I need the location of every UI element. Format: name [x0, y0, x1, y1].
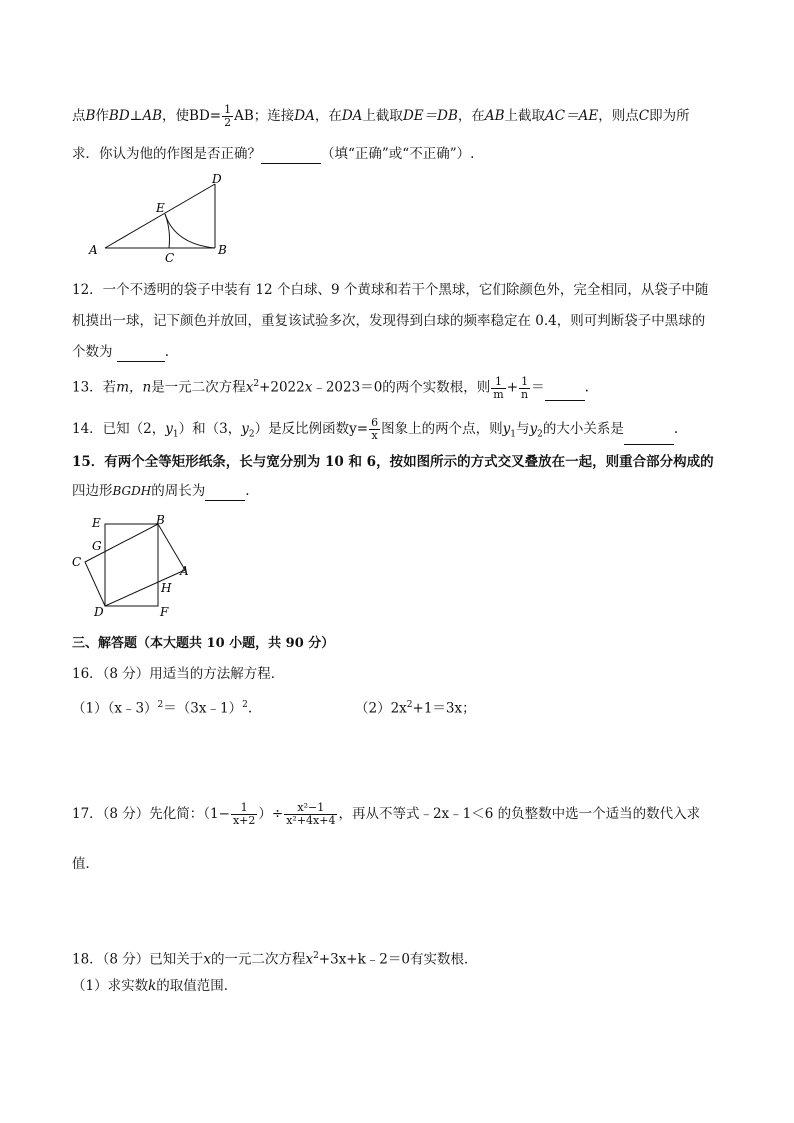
arc-EB	[165, 214, 215, 248]
label-E: E	[92, 516, 101, 530]
fraction-rational-expression: $\frac{\text{x²−1}}{\text{x²+4x+4}}$	[286, 801, 336, 827]
q11-line2: 求．你认为他的作图是否正确？ （填“正确”或“不正确”）.	[72, 146, 475, 162]
q15-line2: 四边形BGDH的周长为 .	[72, 483, 250, 499]
label-D: D	[212, 174, 222, 186]
label-G: G	[92, 539, 102, 553]
label-D: D	[94, 605, 104, 619]
q16-part1: （1）（x﹣3）$^2$＝（3x﹣1）$^2$.	[72, 700, 253, 717]
half-fraction: $\frac{1}{2}$	[224, 103, 232, 129]
q17-line2: 值．	[72, 856, 99, 872]
label-B: B	[156, 513, 165, 527]
q15-figure	[70, 510, 200, 622]
segment-AD	[105, 184, 215, 248]
answer-blank[interactable]	[117, 347, 165, 362]
label-F: F	[160, 605, 169, 619]
label-A: A	[180, 564, 189, 578]
q11-figure	[85, 174, 245, 266]
q16-title: 16．（8 分）用适当的方法解方程．	[72, 666, 285, 682]
label-C: C	[165, 251, 175, 265]
q11-line1: 点B作BD⊥AB，使BD= $\frac{1}{2}$ AB；连接DA，在DA上截取DE＝DB，在AB上截取AC＝AE，则点C即为所	[72, 103, 690, 129]
answer-blank[interactable]	[624, 430, 674, 445]
q12-line3: 个数为 .	[72, 344, 170, 360]
q15-line1: 15．有两个全等矩形纸条，长与宽分别为 10 和 6，按如图所示的方式交叉叠放在一起，则重合部分构成的	[72, 454, 714, 470]
answer-blank[interactable]	[205, 486, 245, 501]
label-C: C	[72, 555, 82, 569]
fraction-1-over-m: $\frac{1}{m}$	[493, 374, 504, 401]
q12-line1: 12．一个不透明的袋子中装有 12 个白球、9 个黄球和若干个黑球，它们除颜色外，完全相同，从袋子中随	[72, 282, 709, 298]
fraction-6-over-x: $\frac{6}{x}$	[371, 416, 379, 442]
fraction-1-over-x-plus-2: $\frac{1}{x+2}$	[232, 801, 256, 827]
q14-line: 14．已知（2，$y_1$）和（3，$y_2$）是反比例函数y= $\frac{6}{x}$ 图象上的两个点，则$y_1$与$y_2$的大小关系是 .	[72, 417, 678, 445]
label-H: H	[161, 581, 172, 595]
label-E: E	[156, 201, 165, 215]
q17-line1: 17．（8 分）先化简：（1− $\frac{1}{x+2}$ ）÷ $\frac{\text{x²−1}}{\text{x²+4x+4}}$ ，再从不等式﹣2x﹣1＜6 的负整数中选一个适当的数代入求	[72, 801, 701, 827]
q12-line2: 机摸出一球，记下颜色并放回，重复该试验多次，发现得到白球的频率稳定在 0.4，则可判断袋子中黑球的	[72, 313, 706, 329]
q18-part1: （1）求实数k的取值范围．	[72, 978, 238, 994]
answer-blank[interactable]	[261, 149, 321, 164]
section-3-heading: 三、解答题（本大题共 10 小题，共 90 分）	[72, 636, 335, 651]
q16-part2: $(2)2x^2+1=3x$；	[355, 700, 476, 717]
q13-line: 13．若m，n是一元二次方程$x^2+2022x﹣2023=0$的两个实数根，则 $\frac{1}{m}$ + $\frac{1}{n}$ ＝ .	[72, 374, 589, 401]
label-A: A	[89, 243, 98, 257]
q18-line1: 18．（8 分）已知关于x的一元二次方程$x^2+3x+k﹣2=0$有实数根．	[72, 951, 478, 968]
answer-blank[interactable]	[545, 386, 585, 401]
fraction-1-over-n: $\frac{1}{n}$	[521, 374, 529, 401]
label-B: B	[218, 243, 227, 257]
